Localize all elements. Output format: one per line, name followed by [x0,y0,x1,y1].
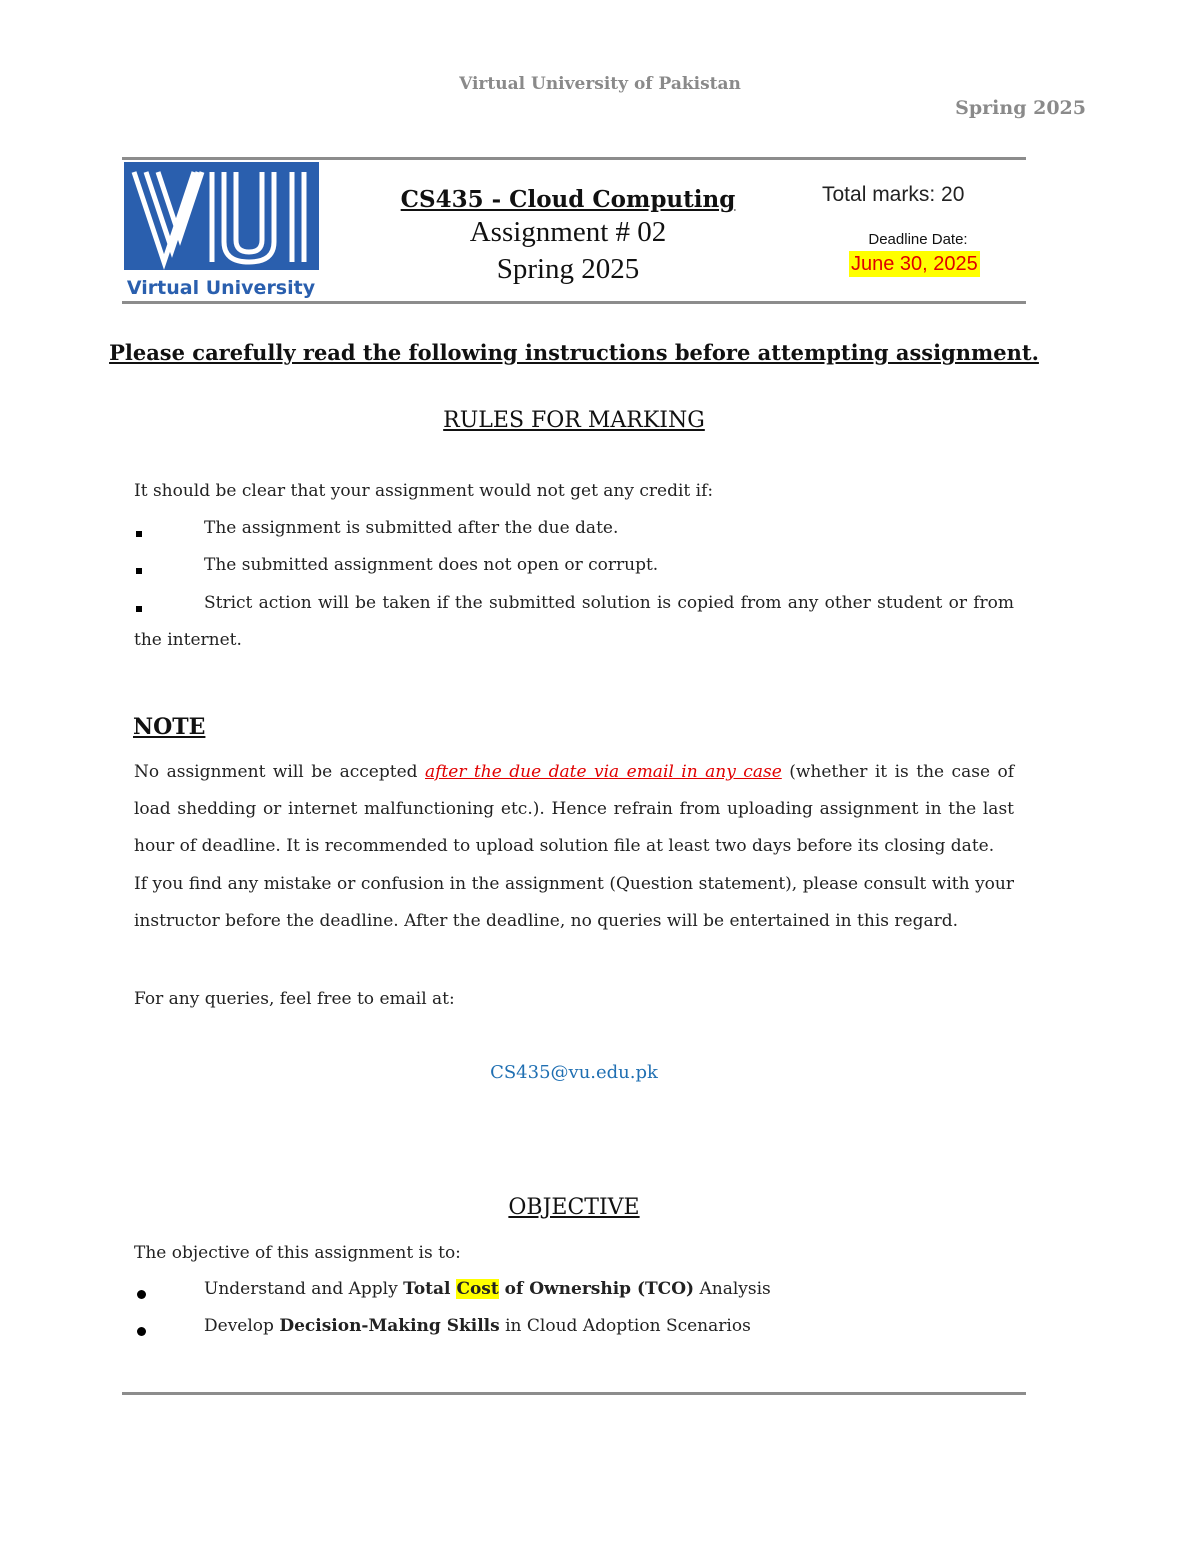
bottom-divider [122,1392,1026,1395]
bullet-square [136,531,142,537]
note-heading: NOTE [133,714,206,740]
bullet-dot [137,1327,146,1336]
bullet-dot [137,1290,146,1299]
note-paragraph-2: If you find any mistake or confusion in the assignment (Question statement), please consult with your instructor before the deadline. After the deadline, no queries will be entertained in this regard. [134,874,1014,931]
total-marks: Total marks: 20 [822,183,965,206]
vu-logo-graphic [124,162,319,299]
title-divider [122,301,1026,304]
logo-caption: Virtual University [126,277,316,299]
deadline-date: June 30, 2025 [851,253,978,275]
rule-item: The assignment is submitted after the due date. [204,518,619,538]
semester-label: Spring 2025 [496,253,640,285]
rule-item: Strict action will be taken if the submitted solution is copied from any other student or from the internet. [134,593,1014,650]
vu-logo [124,162,319,299]
objective-heading: OBJECTIVE [508,1195,640,1220]
objective-item-text: Develop [204,1316,280,1336]
bullet-square [136,568,142,574]
deadline-label: Deadline Date: [868,231,968,248]
header-university: Virtual University of Pakistan [459,74,741,94]
assignment-number: Assignment # 02 [469,216,667,248]
note-text-end: (whether it is the case of load shedding or internet malfunctioning etc.). Hence refrain from uploading assignment in the last hour of deadline. It is recommended to upload solution file at least two days before its closing date. [134,762,1015,856]
rules-intro: It should be clear that your assignment would not get any credit if: [134,481,714,501]
objective-item-bold: of Ownership (TCO) [498,1279,695,1299]
objective-item-bold: Total [403,1279,457,1299]
course-title: CS435 - Cloud Computing [400,186,736,213]
header-term: Spring 2025 [955,97,1086,119]
objective-item-bold: Decision-Making Skills [279,1316,500,1336]
instructions-heading: Please carefully read the following instructions before attempting assignment. [109,340,1039,365]
objective-item [204,1316,751,1336]
note-text-start: No assignment will be accepted [134,762,425,782]
queries-text: For any queries, feel free to email at: [134,989,455,1009]
objective-item-text: Understand and Apply [204,1279,404,1299]
note-emphasis: after the due date via email in any case [425,762,782,782]
contact-email[interactable]: CS435@vu.edu.pk [490,1062,658,1083]
objective-item-highlight: Cost [456,1279,499,1299]
rule-item: The submitted assignment does not open or corrupt. [204,555,659,575]
note-paragraph [134,754,1014,865]
objective-item-text: Analysis [694,1279,771,1299]
objective-item [204,1279,771,1299]
top-divider [122,157,1026,160]
objective-intro: The objective of this assignment is to: [134,1243,461,1263]
rules-heading: RULES FOR MARKING [443,408,705,433]
objective-item-text: in Cloud Adoption Scenarios [499,1316,751,1336]
